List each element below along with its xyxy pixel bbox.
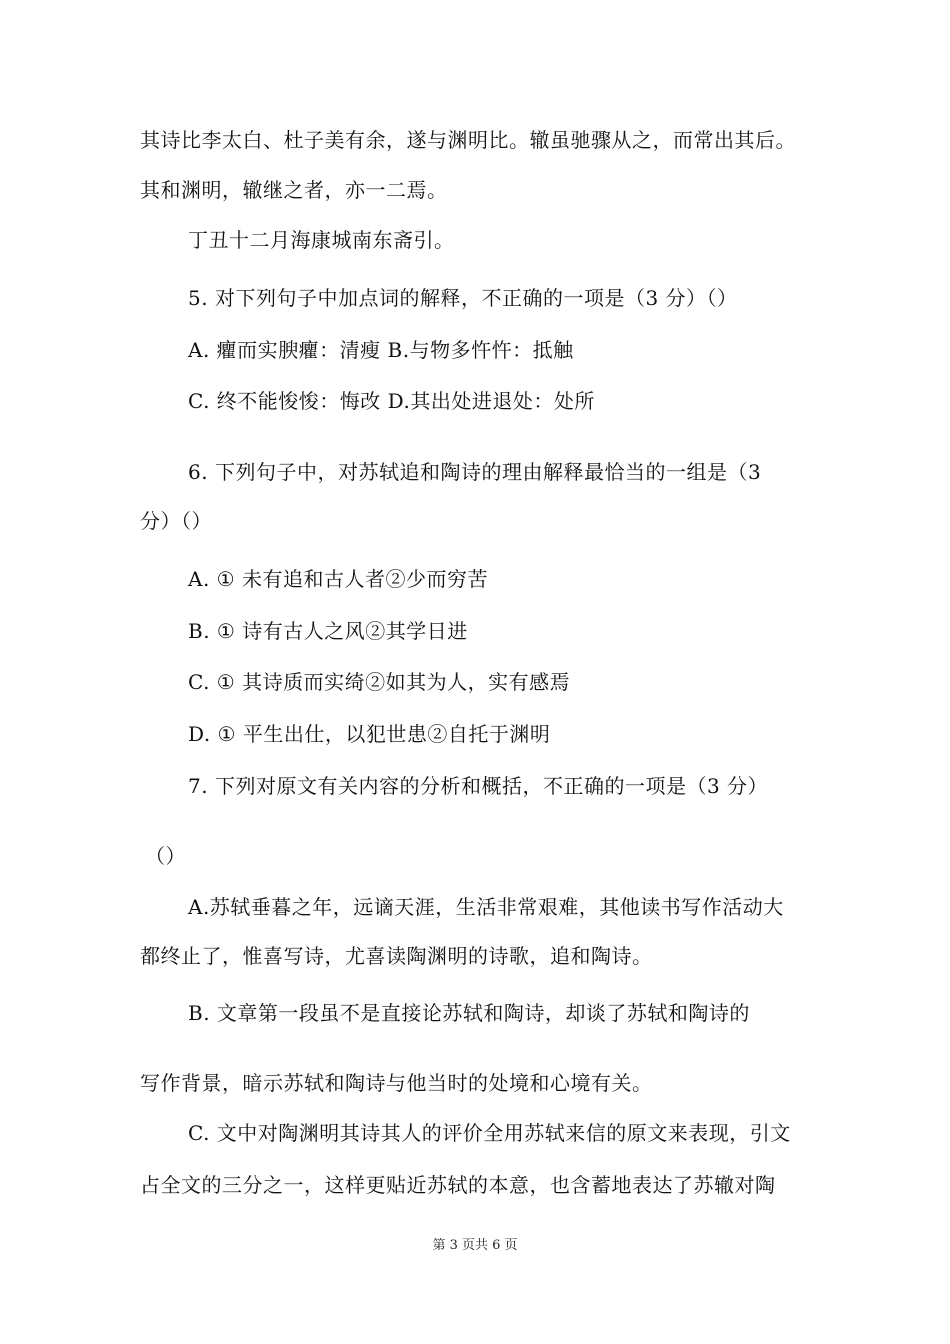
question-7-stem-cont: （）: [145, 844, 186, 868]
question-7-option-c: C. 文中对陶渊明其诗其人的评价全用苏轼来信的原文来表现，引文: [188, 1121, 791, 1145]
question-6-option-b: B. ① 诗有古人之风②其学日进: [188, 619, 468, 643]
text-line-1: 其诗比李太白、杜子美有余，遂与渊明比。辙虽驰骤从之，而常出其后。: [140, 128, 796, 152]
question-6-stem-cont: 分）（）: [140, 509, 212, 533]
question-6-option-d: D. ① 平生出仕，以犯世患②自托于渊明: [188, 722, 551, 746]
question-7-option-a-cont: 都终止了，惟喜写诗，尤喜读陶渊明的诗歌，追和陶诗。: [140, 944, 653, 968]
question-6-option-c: C. ① 其诗质而实绮②如其为人，实有感焉: [188, 670, 571, 694]
question-6-option-a: A. ① 未有追和古人者②少而穷苦: [188, 567, 488, 591]
question-5-options-cd: C. 终不能悛悛：悔改 D.其出处进退处：处所: [188, 389, 595, 413]
question-7-option-b-cont: 写作背景，暗示苏轼和陶诗与他当时的处境和心境有关。: [140, 1071, 653, 1095]
question-7-option-c-cont: 占全文的三分之一，这样更贴近苏轼的本意，也含蓄地表达了苏辙对陶: [140, 1173, 776, 1197]
question-7-option-a: A.苏轼垂暮之年，远谪天涯，生活非常艰难，其他读书写作活动大: [188, 895, 784, 919]
question-5-options-ab: A. 癯而实腴癯：清瘦 B.与物多忤忤：抵触: [188, 338, 574, 362]
question-6-stem: 6. 下列句子中，对苏轼追和陶诗的理由解释最恰当的一组是（3: [188, 460, 762, 484]
text-line-2: 其和渊明，辙继之者，亦一二焉。: [140, 178, 448, 202]
page-number-footer: 第 3 页共 6 页: [432, 1238, 518, 1253]
text-line-3: 丁丑十二月海康城南东斋引。: [188, 228, 455, 252]
question-5-stem: 5. 对下列句子中加点词的解释，不正确的一项是（3 分）（）: [188, 286, 738, 310]
question-7-stem: 7. 下列对原文有关内容的分析和概括，不正确的一项是（3 分）: [188, 774, 769, 798]
question-7-option-b: B. 文章第一段虽不是直接论苏轼和陶诗，却谈了苏轼和陶诗的: [188, 1001, 750, 1025]
